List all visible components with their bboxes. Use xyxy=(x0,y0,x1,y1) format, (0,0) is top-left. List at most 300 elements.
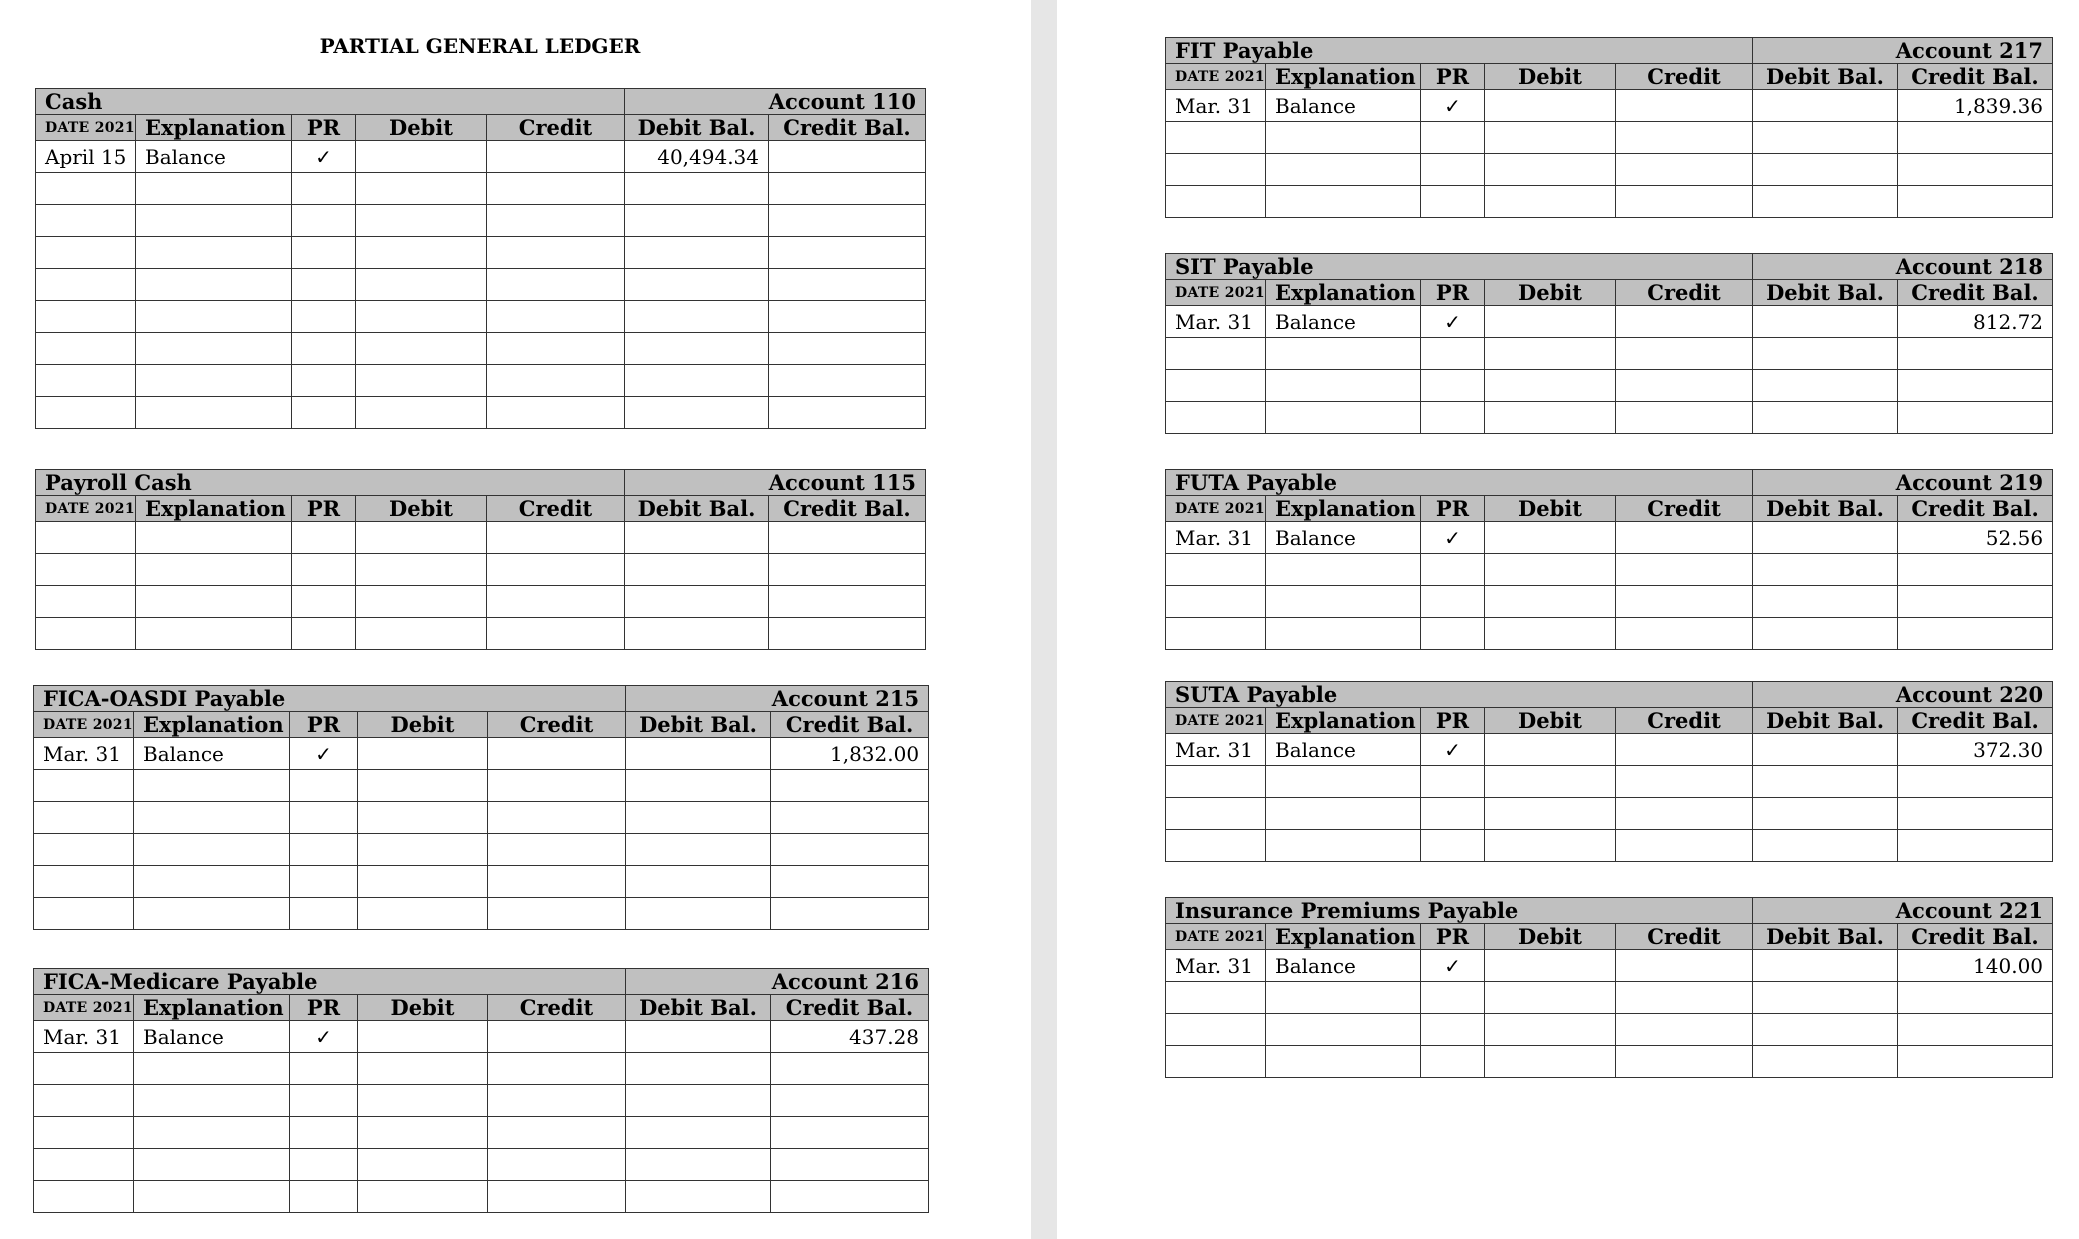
entry-debit-bal[interactable] xyxy=(1753,766,1898,798)
entry-pr-check[interactable] xyxy=(1421,154,1485,186)
entry-debit[interactable] xyxy=(1485,766,1616,798)
entry-credit-bal[interactable] xyxy=(1898,554,2053,586)
entry-credit-bal[interactable] xyxy=(1898,370,2053,402)
entry-debit[interactable] xyxy=(1485,90,1616,122)
entry-credit-bal[interactable] xyxy=(1898,122,2053,154)
entry-pr-check[interactable] xyxy=(290,1053,358,1085)
entry-pr-check[interactable] xyxy=(292,333,356,365)
entry-debit[interactable] xyxy=(358,898,488,930)
entry-pr-check[interactable] xyxy=(1421,338,1485,370)
entry-pr-check[interactable] xyxy=(1421,830,1485,862)
entry-credit[interactable] xyxy=(1616,734,1753,766)
entry-date[interactable] xyxy=(1166,338,1266,370)
entry-date[interactable] xyxy=(1166,554,1266,586)
entry-explanation[interactable] xyxy=(1266,1014,1421,1046)
entry-explanation[interactable] xyxy=(136,365,292,397)
entry-credit-bal[interactable] xyxy=(1898,766,2053,798)
entry-credit-bal[interactable] xyxy=(1898,1014,2053,1046)
entry-explanation[interactable] xyxy=(134,1149,290,1181)
entry-debit[interactable] xyxy=(356,205,487,237)
entry-explanation[interactable] xyxy=(1266,370,1421,402)
entry-debit[interactable] xyxy=(1485,186,1616,218)
entry-credit-bal[interactable] xyxy=(771,802,929,834)
entry-credit-bal[interactable] xyxy=(771,1053,929,1085)
entry-credit[interactable] xyxy=(1616,154,1753,186)
entry-credit-bal[interactable] xyxy=(1898,830,2053,862)
entry-credit[interactable] xyxy=(488,738,626,770)
entry-debit-bal[interactable] xyxy=(1753,402,1898,434)
entry-credit-bal[interactable]: 1,839.36 xyxy=(1898,90,2053,122)
entry-explanation[interactable] xyxy=(136,269,292,301)
entry-debit-bal[interactable] xyxy=(1753,154,1898,186)
entry-credit-bal[interactable] xyxy=(1898,154,2053,186)
entry-date[interactable]: Mar. 31 xyxy=(1166,734,1266,766)
entry-credit-bal[interactable] xyxy=(1898,982,2053,1014)
entry-debit-bal[interactable] xyxy=(1753,830,1898,862)
entry-explanation[interactable] xyxy=(136,333,292,365)
entry-explanation[interactable] xyxy=(1266,618,1421,650)
entry-credit-bal[interactable] xyxy=(771,1149,929,1181)
entry-explanation[interactable]: Balance xyxy=(1266,950,1421,982)
entry-explanation[interactable]: Balance xyxy=(1266,306,1421,338)
entry-debit-bal[interactable] xyxy=(625,269,769,301)
entry-explanation[interactable]: Balance xyxy=(1266,522,1421,554)
entry-debit-bal[interactable] xyxy=(625,205,769,237)
entry-date[interactable] xyxy=(34,1117,134,1149)
entry-credit-bal[interactable] xyxy=(1898,402,2053,434)
entry-debit-bal[interactable] xyxy=(1753,306,1898,338)
entry-credit[interactable] xyxy=(1616,338,1753,370)
entry-credit-bal[interactable] xyxy=(769,365,926,397)
entry-credit-bal[interactable] xyxy=(769,586,926,618)
entry-debit[interactable] xyxy=(358,1181,488,1213)
entry-credit[interactable] xyxy=(1616,522,1753,554)
entry-debit[interactable] xyxy=(358,738,488,770)
entry-date[interactable] xyxy=(36,397,136,429)
entry-debit[interactable] xyxy=(358,1021,488,1053)
entry-date[interactable] xyxy=(36,554,136,586)
entry-pr-check[interactable] xyxy=(292,522,356,554)
entry-credit[interactable] xyxy=(488,770,626,802)
entry-explanation[interactable]: Balance xyxy=(134,738,290,770)
entry-debit-bal[interactable] xyxy=(1753,90,1898,122)
entry-debit-bal[interactable] xyxy=(1753,618,1898,650)
entry-debit-bal[interactable] xyxy=(625,618,769,650)
entry-date[interactable]: Mar. 31 xyxy=(1166,90,1266,122)
entry-debit[interactable] xyxy=(1485,798,1616,830)
entry-date[interactable] xyxy=(36,522,136,554)
entry-credit[interactable] xyxy=(487,301,625,333)
entry-credit[interactable] xyxy=(487,269,625,301)
entry-debit-bal[interactable] xyxy=(625,522,769,554)
entry-explanation[interactable]: Balance xyxy=(1266,734,1421,766)
entry-explanation[interactable] xyxy=(136,205,292,237)
entry-credit-bal[interactable] xyxy=(769,301,926,333)
entry-credit-bal[interactable] xyxy=(1898,1046,2053,1078)
entry-debit[interactable] xyxy=(358,1149,488,1181)
entry-debit[interactable] xyxy=(356,269,487,301)
entry-debit-bal[interactable] xyxy=(1753,586,1898,618)
entry-explanation[interactable] xyxy=(136,554,292,586)
entry-date[interactable] xyxy=(1166,830,1266,862)
entry-debit[interactable] xyxy=(358,1117,488,1149)
entry-pr-check[interactable] xyxy=(292,397,356,429)
entry-pr-check[interactable]: ✓ xyxy=(1421,90,1485,122)
entry-pr-check[interactable] xyxy=(290,898,358,930)
entry-pr-check[interactable] xyxy=(292,586,356,618)
entry-debit-bal[interactable] xyxy=(626,1021,771,1053)
entry-date[interactable] xyxy=(34,834,134,866)
entry-debit[interactable] xyxy=(1485,734,1616,766)
entry-date[interactable] xyxy=(36,237,136,269)
entry-date[interactable] xyxy=(34,770,134,802)
entry-debit-bal[interactable] xyxy=(1753,982,1898,1014)
entry-date[interactable] xyxy=(34,898,134,930)
entry-date[interactable] xyxy=(1166,370,1266,402)
entry-credit[interactable] xyxy=(487,365,625,397)
entry-date[interactable]: Mar. 31 xyxy=(1166,306,1266,338)
entry-debit-bal[interactable] xyxy=(626,1149,771,1181)
entry-explanation[interactable] xyxy=(134,802,290,834)
entry-credit-bal[interactable] xyxy=(771,1117,929,1149)
entry-debit[interactable] xyxy=(1485,982,1616,1014)
entry-explanation[interactable] xyxy=(136,586,292,618)
entry-debit-bal[interactable] xyxy=(1753,1014,1898,1046)
entry-debit-bal[interactable] xyxy=(625,237,769,269)
entry-explanation[interactable] xyxy=(136,237,292,269)
entry-debit[interactable] xyxy=(356,586,487,618)
entry-credit[interactable] xyxy=(1616,798,1753,830)
entry-pr-check[interactable] xyxy=(292,237,356,269)
entry-debit[interactable] xyxy=(356,173,487,205)
entry-debit[interactable] xyxy=(356,618,487,650)
entry-date[interactable] xyxy=(1166,586,1266,618)
entry-debit-bal[interactable] xyxy=(625,397,769,429)
entry-credit-bal[interactable] xyxy=(769,618,926,650)
entry-debit[interactable] xyxy=(1485,618,1616,650)
entry-credit[interactable] xyxy=(1616,982,1753,1014)
entry-pr-check[interactable]: ✓ xyxy=(290,1021,358,1053)
entry-pr-check[interactable] xyxy=(1421,586,1485,618)
entry-credit[interactable] xyxy=(1616,830,1753,862)
entry-credit-bal[interactable] xyxy=(769,333,926,365)
entry-credit-bal[interactable]: 52.56 xyxy=(1898,522,2053,554)
entry-debit-bal[interactable] xyxy=(625,301,769,333)
entry-date[interactable]: Mar. 31 xyxy=(34,738,134,770)
entry-pr-check[interactable] xyxy=(1421,554,1485,586)
entry-debit-bal[interactable] xyxy=(625,333,769,365)
entry-date[interactable] xyxy=(36,173,136,205)
entry-credit[interactable] xyxy=(488,898,626,930)
entry-credit-bal[interactable] xyxy=(1898,618,2053,650)
entry-explanation[interactable] xyxy=(1266,154,1421,186)
entry-debit-bal[interactable] xyxy=(1753,1046,1898,1078)
entry-explanation[interactable]: Balance xyxy=(134,1021,290,1053)
entry-credit[interactable] xyxy=(487,237,625,269)
entry-credit-bal[interactable] xyxy=(771,1181,929,1213)
entry-pr-check[interactable] xyxy=(1421,766,1485,798)
entry-date[interactable] xyxy=(36,586,136,618)
entry-explanation[interactable] xyxy=(1266,1046,1421,1078)
entry-date[interactable] xyxy=(1166,982,1266,1014)
entry-date[interactable] xyxy=(36,618,136,650)
entry-debit[interactable] xyxy=(356,397,487,429)
entry-credit[interactable] xyxy=(487,554,625,586)
entry-debit-bal[interactable] xyxy=(1753,122,1898,154)
entry-credit-bal[interactable] xyxy=(1898,338,2053,370)
entry-explanation[interactable] xyxy=(134,1181,290,1213)
entry-date[interactable] xyxy=(1166,154,1266,186)
entry-credit[interactable] xyxy=(1616,618,1753,650)
entry-debit-bal[interactable] xyxy=(1753,554,1898,586)
entry-explanation[interactable]: Balance xyxy=(1266,90,1421,122)
entry-credit[interactable] xyxy=(1616,122,1753,154)
entry-pr-check[interactable] xyxy=(292,301,356,333)
entry-debit[interactable] xyxy=(356,301,487,333)
entry-debit[interactable] xyxy=(1485,338,1616,370)
entry-explanation[interactable] xyxy=(134,770,290,802)
entry-credit[interactable] xyxy=(487,397,625,429)
entry-credit-bal[interactable] xyxy=(1898,798,2053,830)
entry-credit[interactable] xyxy=(1616,306,1753,338)
entry-credit-bal[interactable] xyxy=(771,866,929,898)
entry-explanation[interactable] xyxy=(134,1117,290,1149)
entry-pr-check[interactable] xyxy=(290,834,358,866)
entry-debit-bal[interactable] xyxy=(626,738,771,770)
entry-credit[interactable] xyxy=(488,866,626,898)
entry-debit[interactable] xyxy=(356,333,487,365)
entry-date[interactable] xyxy=(34,866,134,898)
entry-explanation[interactable] xyxy=(1266,554,1421,586)
entry-debit[interactable] xyxy=(358,1053,488,1085)
entry-credit-bal[interactable] xyxy=(771,770,929,802)
entry-explanation[interactable] xyxy=(136,618,292,650)
entry-pr-check[interactable]: ✓ xyxy=(292,141,356,173)
entry-pr-check[interactable] xyxy=(1421,982,1485,1014)
entry-credit[interactable] xyxy=(488,834,626,866)
entry-credit[interactable] xyxy=(487,522,625,554)
entry-debit[interactable] xyxy=(358,802,488,834)
entry-credit[interactable] xyxy=(1616,766,1753,798)
entry-pr-check[interactable] xyxy=(292,365,356,397)
entry-pr-check[interactable] xyxy=(292,554,356,586)
entry-date[interactable] xyxy=(36,333,136,365)
entry-debit-bal[interactable] xyxy=(625,554,769,586)
entry-credit[interactable] xyxy=(488,1149,626,1181)
entry-pr-check[interactable] xyxy=(290,1117,358,1149)
entry-debit-bal[interactable] xyxy=(626,1181,771,1213)
entry-credit[interactable] xyxy=(487,141,625,173)
entry-debit[interactable] xyxy=(1485,1014,1616,1046)
entry-explanation[interactable] xyxy=(1266,798,1421,830)
entry-explanation[interactable] xyxy=(1266,586,1421,618)
entry-credit-bal[interactable] xyxy=(1898,586,2053,618)
entry-debit-bal[interactable] xyxy=(626,802,771,834)
entry-debit-bal[interactable] xyxy=(1753,370,1898,402)
entry-credit[interactable] xyxy=(487,618,625,650)
entry-debit-bal[interactable] xyxy=(626,866,771,898)
entry-date[interactable] xyxy=(1166,1046,1266,1078)
entry-date[interactable] xyxy=(34,1053,134,1085)
entry-credit-bal[interactable]: 1,832.00 xyxy=(771,738,929,770)
entry-explanation[interactable] xyxy=(1266,338,1421,370)
entry-credit-bal[interactable]: 372.30 xyxy=(1898,734,2053,766)
entry-credit[interactable] xyxy=(488,1085,626,1117)
entry-credit[interactable] xyxy=(1616,402,1753,434)
entry-credit[interactable] xyxy=(488,1117,626,1149)
entry-debit[interactable] xyxy=(356,522,487,554)
entry-debit-bal[interactable] xyxy=(626,770,771,802)
entry-credit[interactable] xyxy=(488,1053,626,1085)
entry-debit[interactable] xyxy=(1485,122,1616,154)
entry-explanation[interactable] xyxy=(134,1053,290,1085)
entry-credit-bal[interactable] xyxy=(769,554,926,586)
entry-credit-bal[interactable] xyxy=(771,1085,929,1117)
entry-explanation[interactable] xyxy=(1266,982,1421,1014)
entry-date[interactable] xyxy=(34,802,134,834)
entry-explanation[interactable] xyxy=(136,397,292,429)
entry-pr-check[interactable] xyxy=(1421,1046,1485,1078)
entry-credit[interactable] xyxy=(1616,1046,1753,1078)
entry-debit-bal[interactable] xyxy=(1753,338,1898,370)
entry-explanation[interactable] xyxy=(134,1085,290,1117)
entry-debit-bal[interactable] xyxy=(626,1117,771,1149)
entry-date[interactable] xyxy=(1166,402,1266,434)
entry-debit[interactable] xyxy=(1485,830,1616,862)
entry-pr-check[interactable]: ✓ xyxy=(1421,522,1485,554)
entry-date[interactable] xyxy=(1166,186,1266,218)
entry-debit-bal[interactable]: 40,494.34 xyxy=(625,141,769,173)
entry-credit-bal[interactable] xyxy=(1898,186,2053,218)
entry-credit[interactable] xyxy=(487,333,625,365)
entry-debit[interactable] xyxy=(1485,402,1616,434)
entry-credit-bal[interactable] xyxy=(769,205,926,237)
entry-pr-check[interactable] xyxy=(1421,1014,1485,1046)
entry-date[interactable] xyxy=(36,205,136,237)
entry-pr-check[interactable] xyxy=(290,1181,358,1213)
entry-debit[interactable] xyxy=(358,866,488,898)
entry-pr-check[interactable] xyxy=(1421,798,1485,830)
entry-date[interactable] xyxy=(34,1181,134,1213)
entry-date[interactable] xyxy=(36,301,136,333)
entry-date[interactable]: Mar. 31 xyxy=(1166,950,1266,982)
entry-debit-bal[interactable] xyxy=(1753,798,1898,830)
entry-debit[interactable] xyxy=(1485,154,1616,186)
entry-date[interactable]: Mar. 31 xyxy=(1166,522,1266,554)
entry-credit[interactable] xyxy=(1616,1014,1753,1046)
entry-explanation[interactable] xyxy=(136,522,292,554)
entry-date[interactable] xyxy=(34,1085,134,1117)
entry-debit-bal[interactable] xyxy=(625,365,769,397)
entry-debit[interactable] xyxy=(356,365,487,397)
entry-pr-check[interactable] xyxy=(1421,402,1485,434)
entry-debit-bal[interactable] xyxy=(625,173,769,205)
entry-debit-bal[interactable] xyxy=(1753,734,1898,766)
entry-credit-bal[interactable] xyxy=(769,269,926,301)
entry-credit[interactable] xyxy=(488,1021,626,1053)
entry-credit[interactable] xyxy=(488,1181,626,1213)
entry-explanation[interactable] xyxy=(134,866,290,898)
entry-date[interactable]: April 15 xyxy=(36,141,136,173)
entry-pr-check[interactable]: ✓ xyxy=(1421,950,1485,982)
entry-credit-bal[interactable] xyxy=(769,397,926,429)
entry-pr-check[interactable] xyxy=(290,1085,358,1117)
entry-explanation[interactable] xyxy=(1266,766,1421,798)
entry-credit-bal[interactable] xyxy=(769,173,926,205)
entry-credit[interactable] xyxy=(1616,586,1753,618)
entry-date[interactable] xyxy=(36,269,136,301)
entry-credit-bal[interactable] xyxy=(769,522,926,554)
entry-explanation[interactable] xyxy=(134,898,290,930)
entry-credit[interactable] xyxy=(1616,950,1753,982)
entry-debit[interactable] xyxy=(1485,554,1616,586)
entry-debit-bal[interactable] xyxy=(625,586,769,618)
entry-debit[interactable] xyxy=(358,770,488,802)
entry-explanation[interactable] xyxy=(1266,122,1421,154)
entry-explanation[interactable] xyxy=(1266,186,1421,218)
entry-debit[interactable] xyxy=(356,141,487,173)
entry-credit-bal[interactable] xyxy=(769,141,926,173)
entry-date[interactable] xyxy=(1166,122,1266,154)
entry-pr-check[interactable] xyxy=(1421,122,1485,154)
entry-debit[interactable] xyxy=(356,237,487,269)
entry-pr-check[interactable] xyxy=(1421,370,1485,402)
entry-debit-bal[interactable] xyxy=(1753,950,1898,982)
entry-date[interactable]: Mar. 31 xyxy=(34,1021,134,1053)
entry-pr-check[interactable] xyxy=(1421,186,1485,218)
entry-pr-check[interactable]: ✓ xyxy=(1421,734,1485,766)
entry-explanation[interactable] xyxy=(1266,402,1421,434)
entry-pr-check[interactable] xyxy=(290,802,358,834)
entry-credit-bal[interactable] xyxy=(771,898,929,930)
entry-debit[interactable] xyxy=(358,1085,488,1117)
entry-debit[interactable] xyxy=(1485,950,1616,982)
entry-debit[interactable] xyxy=(1485,1046,1616,1078)
entry-date[interactable] xyxy=(1166,766,1266,798)
entry-explanation[interactable] xyxy=(136,301,292,333)
entry-credit[interactable] xyxy=(1616,554,1753,586)
entry-pr-check[interactable]: ✓ xyxy=(1421,306,1485,338)
entry-pr-check[interactable] xyxy=(290,1149,358,1181)
entry-debit[interactable] xyxy=(1485,586,1616,618)
entry-debit-bal[interactable] xyxy=(626,1085,771,1117)
entry-credit[interactable] xyxy=(1616,90,1753,122)
entry-credit-bal[interactable] xyxy=(771,834,929,866)
entry-debit[interactable] xyxy=(1485,370,1616,402)
entry-credit[interactable] xyxy=(487,205,625,237)
entry-credit[interactable] xyxy=(1616,186,1753,218)
entry-explanation[interactable] xyxy=(136,173,292,205)
entry-credit[interactable] xyxy=(1616,370,1753,402)
entry-explanation[interactable]: Balance xyxy=(136,141,292,173)
entry-debit[interactable] xyxy=(358,834,488,866)
entry-pr-check[interactable] xyxy=(292,618,356,650)
entry-debit[interactable] xyxy=(1485,306,1616,338)
entry-explanation[interactable] xyxy=(1266,830,1421,862)
entry-credit[interactable] xyxy=(487,173,625,205)
entry-pr-check[interactable] xyxy=(290,770,358,802)
entry-pr-check[interactable] xyxy=(290,866,358,898)
entry-date[interactable] xyxy=(34,1149,134,1181)
entry-date[interactable] xyxy=(1166,1014,1266,1046)
entry-credit-bal[interactable]: 140.00 xyxy=(1898,950,2053,982)
entry-debit-bal[interactable] xyxy=(1753,186,1898,218)
entry-credit-bal[interactable]: 812.72 xyxy=(1898,306,2053,338)
entry-debit-bal[interactable] xyxy=(1753,522,1898,554)
entry-date[interactable] xyxy=(36,365,136,397)
entry-explanation[interactable] xyxy=(134,834,290,866)
entry-debit[interactable] xyxy=(1485,522,1616,554)
